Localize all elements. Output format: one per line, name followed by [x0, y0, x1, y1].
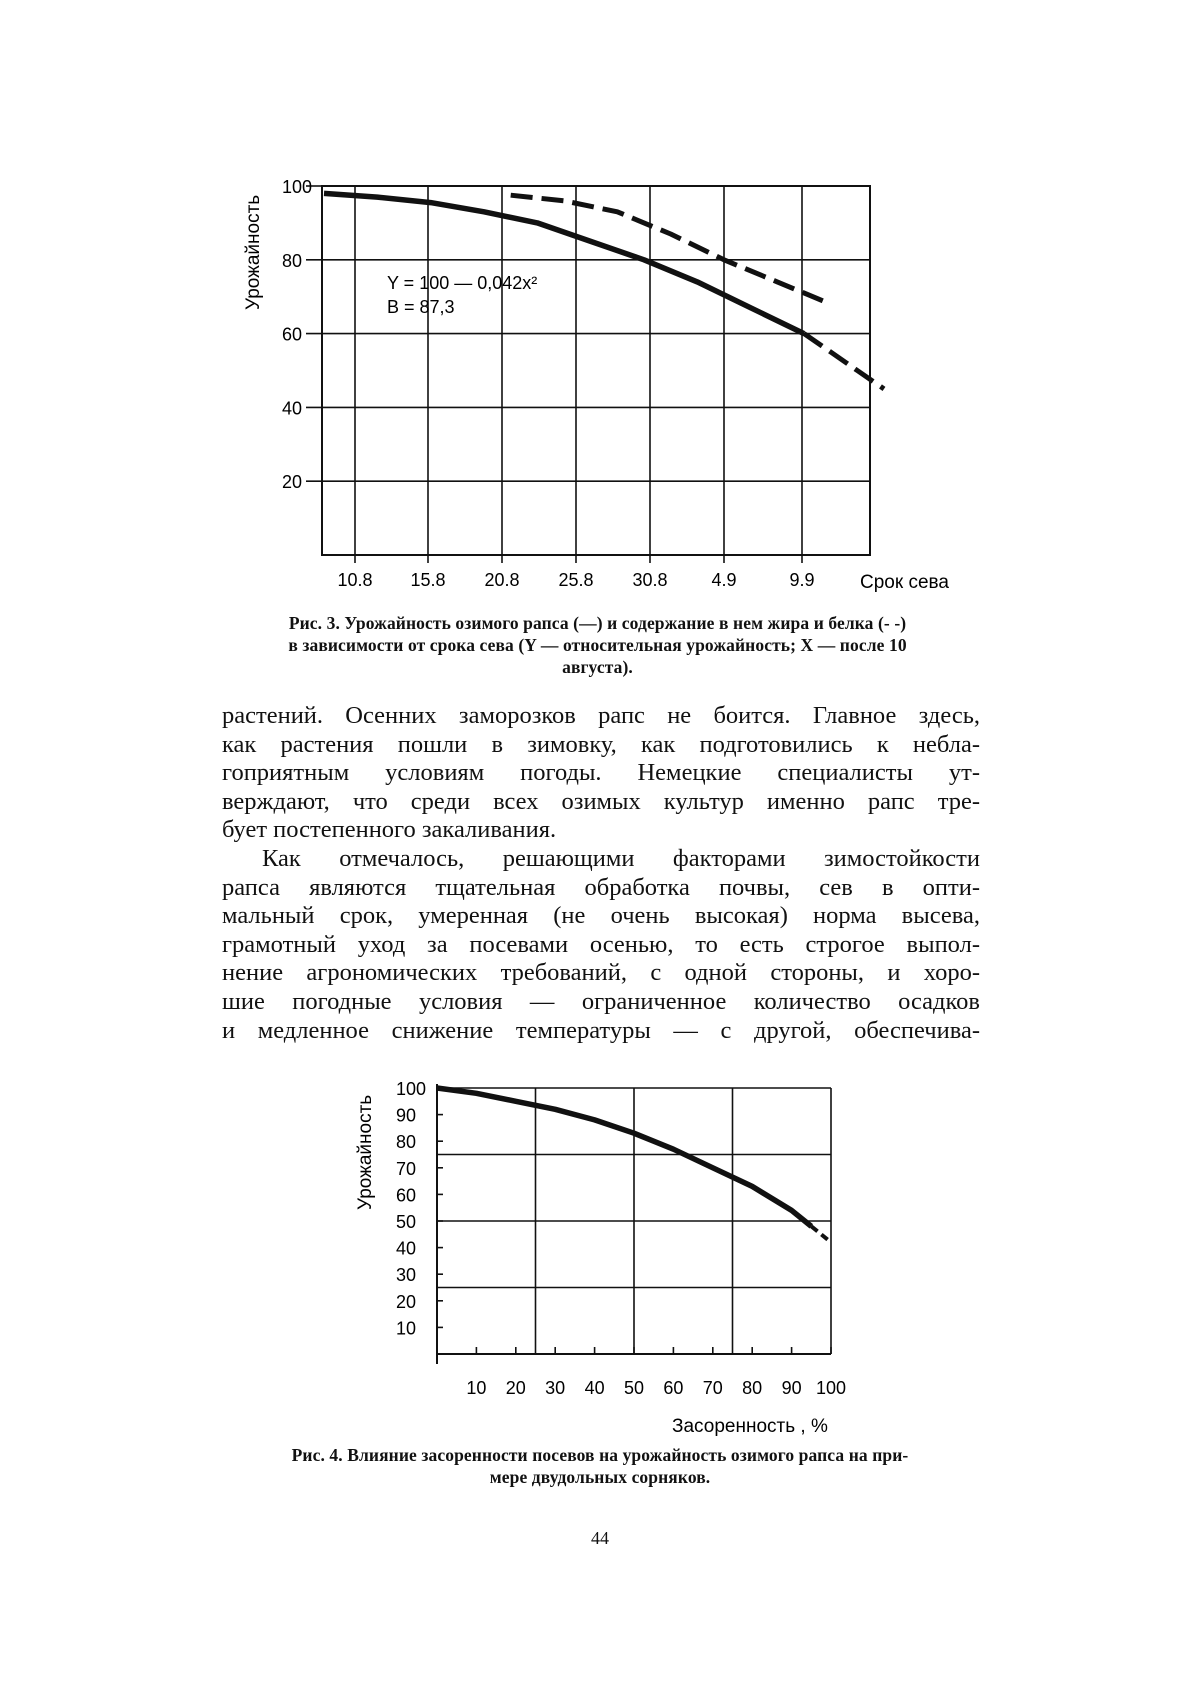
- y-tick-label: 100: [282, 177, 313, 197]
- fat-protein-curve: [511, 195, 831, 304]
- figure-4-caption-line: мере двудольных сорняков.: [489, 1467, 711, 1487]
- x-tick-label: 25.8: [558, 570, 594, 590]
- body-line: гоприятным условиям погоды. Немецкие специалисты ут-: [222, 759, 980, 787]
- body-line: мальный срок, умеренная (не очень высокая) норма высева,: [222, 902, 980, 930]
- body-line: грамотный уход за посевами осенью, то есть строгое выпол-: [222, 930, 980, 958]
- x-tick-label: 50: [623, 1378, 645, 1398]
- y-axis-label: Урожайность: [355, 1094, 376, 1210]
- figure-4-labels: [355, 1079, 846, 1437]
- figure-3-caption-line: Рис. 3. Урожайность озимого рапса (—) и содержание в нем жира и белка (- -): [288, 613, 907, 633]
- x-axis-label: Засоренность , %: [672, 1416, 828, 1437]
- figure-3-caption-line: в зависимости от срока сева (Y — относительная урожайность; X — после 10: [288, 635, 907, 655]
- figure-3-labels: [243, 177, 949, 593]
- x-tick-label: 9.9: [789, 570, 815, 590]
- fat-protein-curve: [804, 334, 884, 389]
- body-line: верждают, что среди всех озимых культур именно рапс тре-: [222, 787, 980, 815]
- y-tick-label: 40: [396, 1238, 417, 1259]
- y-tick-label: 30: [396, 1265, 417, 1286]
- body-line: рапса являются тщательная обработка почвы, сев в опти-: [222, 873, 980, 901]
- figure-3-chart: [0, 0, 1196, 610]
- x-axis-label: Срок сева: [860, 572, 949, 593]
- y-tick-label: 50: [396, 1212, 417, 1232]
- y-tick-label: 20: [396, 1291, 417, 1312]
- body-line: бует постепенного закаливания.: [222, 816, 557, 844]
- y-tick-label: 10: [396, 1318, 417, 1339]
- y-tick-label: 60: [396, 1185, 417, 1206]
- figure-3-caption-line: августа).: [562, 657, 633, 677]
- x-tick-label: 30: [545, 1378, 566, 1398]
- y-tick-label: 70: [396, 1158, 417, 1179]
- figure-3-equation-line2: B = 87,3: [387, 297, 455, 317]
- y-tick-label: 60: [282, 324, 303, 345]
- y-tick-label: 80: [282, 250, 303, 271]
- body-line: растений. Осенних заморозков рапс не боится. Главное здесь,: [222, 702, 980, 729]
- body-line: Как отмечалось, решающими факторами зимостойкости: [262, 844, 980, 872]
- x-tick-label: 60: [663, 1378, 684, 1398]
- figure-3-equation-line1: Y = 100 — 0,042x²: [387, 273, 538, 293]
- y-tick-label: 80: [396, 1132, 417, 1153]
- y-tick-label: 20: [282, 472, 303, 493]
- figure-4-caption-line: Рис. 4. Влияние засоренности посевов на урожайность озимого рапса на при-: [291, 1445, 909, 1465]
- x-tick-label: 20.8: [484, 570, 520, 590]
- body-line: нение агрономических требований, с одной стороны, и хоро-: [222, 959, 980, 987]
- x-tick-label: 4.9: [711, 570, 737, 590]
- figure-4-grid: [437, 1084, 831, 1364]
- figure-3-caption: [200, 612, 995, 678]
- y-tick-label: 90: [396, 1105, 417, 1126]
- x-tick-label: 10.8: [337, 570, 373, 590]
- x-tick-label: 40: [584, 1378, 605, 1398]
- y-tick-label: 40: [282, 398, 303, 419]
- y-tick-label: 100: [396, 1079, 427, 1099]
- body-text: [222, 702, 980, 1045]
- body-line: и медленное снижение температуры — с другой, обеспечива-: [222, 1016, 980, 1044]
- figure-4-caption: [210, 1444, 990, 1488]
- x-tick-label: 30.8: [632, 570, 668, 590]
- yield-curve: [437, 1088, 811, 1226]
- yield-curve-extension: [811, 1226, 831, 1242]
- x-tick-label: 15.8: [410, 570, 446, 590]
- y-axis-label: Урожайность: [243, 194, 264, 310]
- x-tick-label: 70: [702, 1378, 723, 1398]
- x-tick-label: 10: [466, 1378, 487, 1398]
- x-tick-label: 90: [781, 1378, 802, 1398]
- x-tick-label: 80: [742, 1378, 763, 1398]
- figure-4-chart: [0, 1060, 1196, 1445]
- body-line: как растения пошли в зимовку, как подготовились к небла-: [222, 730, 980, 758]
- body-line: шие погодные условия — ограниченное количество осадков: [222, 987, 980, 1015]
- x-tick-label: 100: [815, 1378, 847, 1398]
- page-number: 44: [591, 1528, 609, 1548]
- x-tick-label: 20: [505, 1378, 526, 1398]
